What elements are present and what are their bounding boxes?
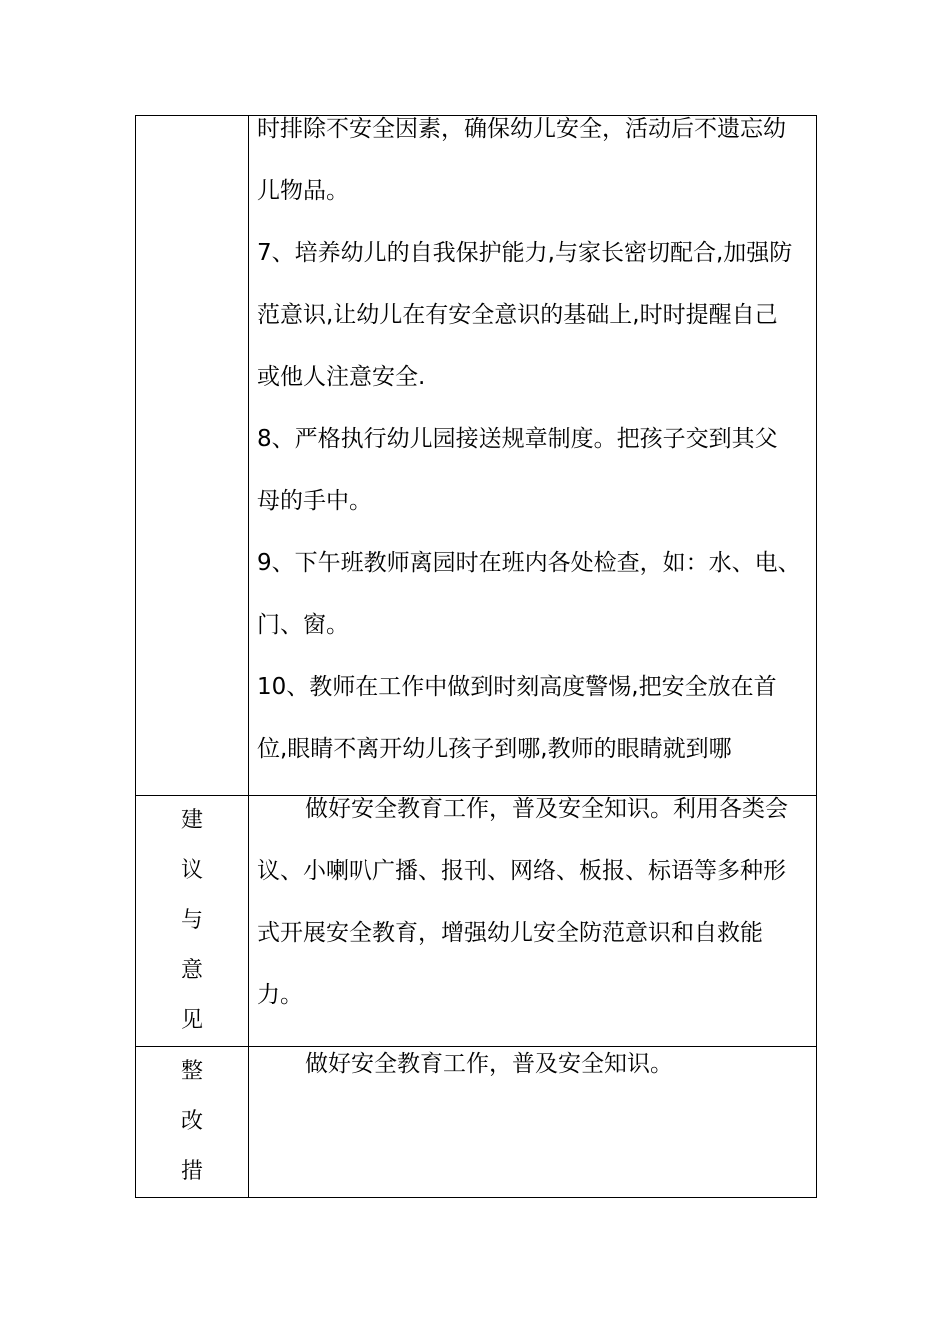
content-line: 母的手中。	[257, 488, 372, 514]
content-line: 力。	[257, 982, 303, 1008]
content-line: 做好安全教育工作，普及安全知识。	[305, 1051, 673, 1077]
content-line: 范意识,让幼儿在有安全意识的基础上,时时提醒自己	[257, 302, 778, 328]
table-body	[136, 116, 817, 1198]
row-content-cell	[249, 796, 817, 1047]
table-row	[136, 1047, 817, 1198]
row-label-char: 意	[180, 958, 203, 983]
content-line: 儿物品。	[257, 178, 349, 204]
content-line: 10、教师在工作中做到时刻高度警惕,把安全放在首	[257, 674, 777, 700]
row-label-cell	[136, 116, 249, 796]
row-label-cell	[136, 1047, 249, 1198]
row-label-char: 改	[180, 1109, 203, 1134]
content-line: 或他人注意安全.	[257, 364, 426, 390]
content-line: 8、严格执行幼儿园接送规章制度。把孩子交到其父	[257, 426, 778, 452]
content-line: 式开展安全教育，增强幼儿安全防范意识和自救能	[257, 920, 763, 946]
content-line: 9、下午班教师离园时在班内各处检查，如：水、电、	[257, 550, 801, 576]
content-line: 议、小喇叭广播、报刊、网络、板报、标语等多种形	[257, 858, 786, 884]
content-line: 门、窗。	[257, 612, 349, 638]
table-row	[136, 796, 817, 1047]
row-label-char: 议	[180, 858, 203, 883]
row-label-char: 见	[180, 1008, 203, 1033]
row-content-cell	[249, 1047, 817, 1198]
content-line: 时排除不安全因素，确保幼儿安全，活动后不遗忘幼	[257, 116, 786, 142]
inspection-table	[135, 115, 817, 1198]
row-label-char: 措	[180, 1159, 203, 1184]
row-content-cell	[249, 116, 817, 796]
content-line: 做好安全教育工作，普及安全知识。利用各类会	[305, 796, 788, 822]
content-line: 位,眼睛不离开幼儿孩子到哪,教师的眼睛就到哪	[257, 736, 732, 762]
row-label-char: 与	[180, 908, 203, 933]
content-line: 7、培养幼儿的自我保护能力,与家长密切配合,加强防	[257, 240, 793, 266]
row-label-char: 整	[180, 1059, 203, 1084]
table-row	[136, 116, 817, 796]
row-label-cell	[136, 796, 249, 1047]
row-label-char: 建	[180, 808, 203, 833]
